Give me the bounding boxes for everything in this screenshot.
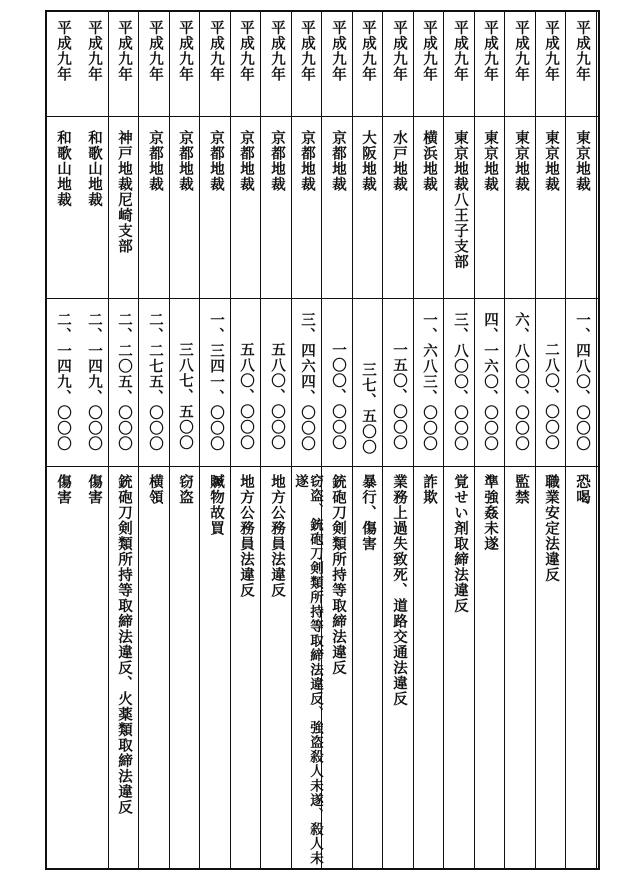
- amount-cell: 一、四八〇、〇〇〇: [574, 312, 591, 452]
- court-cell: 東京地裁: [574, 130, 591, 192]
- record-column: [292, 12, 322, 868]
- court-cell: 京都地裁: [330, 130, 347, 192]
- crime-cell: 地方公務員法違反: [238, 474, 255, 598]
- year-cell: 平成九年: [391, 20, 408, 82]
- crime-cell: 窃盗、銃砲刀剣類所持等取締法違反、強盗殺人未遂、殺人未遂: [292, 474, 323, 866]
- amount-cell: 二、一四九、〇〇〇: [55, 312, 72, 452]
- record-column: [262, 12, 292, 868]
- amount-cell: 二、二七五、〇〇〇: [147, 312, 164, 452]
- amount-cell: 一、三四一、〇〇〇: [208, 312, 225, 452]
- records-table: [45, 10, 600, 870]
- crime-cell: 銃砲刀剣類所持等取締法違反: [330, 474, 347, 676]
- crime-cell: 横領: [147, 474, 164, 505]
- court-cell: 京都地裁: [269, 130, 286, 192]
- amount-cell: 一五〇、〇〇〇: [391, 342, 408, 451]
- record-column: [231, 12, 261, 868]
- crime-cell: 準強姦未遂: [482, 474, 499, 552]
- amount-cell: 六、八〇〇、〇〇〇: [513, 312, 530, 452]
- year-cell: 平成九年: [55, 20, 72, 82]
- record-column: [79, 12, 109, 868]
- amount-cell: 二、二〇五、〇〇〇: [116, 312, 133, 452]
- amount-cell: 五八〇、〇〇〇: [238, 342, 255, 451]
- year-cell: 平成九年: [543, 20, 560, 82]
- record-column: [445, 12, 475, 868]
- record-column: [109, 12, 139, 868]
- amount-cell: 三、四六四、〇〇〇: [299, 312, 316, 452]
- year-cell: 平成九年: [452, 20, 469, 82]
- crime-cell: 詐欺: [421, 474, 438, 505]
- record-column: [201, 12, 231, 868]
- record-column: [536, 12, 566, 868]
- amount-cell: 三、八〇〇、〇〇〇: [452, 312, 469, 452]
- record-column: [353, 12, 383, 868]
- court-cell: 水戸地裁: [391, 130, 408, 192]
- year-cell: 平成九年: [360, 20, 377, 82]
- court-cell: 東京地裁: [482, 130, 499, 192]
- year-cell: 平成九年: [330, 20, 347, 82]
- crime-cell: 職業安定法違反: [543, 474, 560, 583]
- amount-cell: 四、一六〇、〇〇〇: [482, 312, 499, 452]
- record-column: [567, 12, 597, 868]
- amount-cell: 一〇〇、〇〇〇: [330, 342, 347, 451]
- year-cell: 平成九年: [208, 20, 225, 82]
- record-column: [384, 12, 414, 868]
- year-cell: 平成九年: [86, 20, 103, 82]
- year-cell: 平成九年: [147, 20, 164, 82]
- crime-cell: 贓物故買: [208, 474, 225, 536]
- record-column: [475, 12, 505, 868]
- court-cell: 京都地裁: [147, 130, 164, 192]
- court-cell: 京都地裁: [238, 130, 255, 192]
- court-cell: 東京地裁: [543, 130, 560, 192]
- record-column: [323, 12, 353, 868]
- amount-cell: 五八〇、〇〇〇: [269, 342, 286, 451]
- amount-cell: 二八〇、〇〇〇: [543, 342, 560, 451]
- year-cell: 平成九年: [177, 20, 194, 82]
- year-cell: 平成九年: [116, 20, 133, 82]
- court-cell: 京都地裁: [208, 130, 225, 192]
- amount-cell: 三八七、五〇〇: [177, 342, 194, 451]
- record-column: [48, 12, 78, 868]
- amount-cell: 一、六八三、〇〇〇: [421, 312, 438, 452]
- crime-cell: 銃砲刀剣類所持等取締法違反、火薬類取締法違反: [116, 474, 133, 815]
- year-cell: 平成九年: [299, 20, 316, 82]
- court-cell: 京都地裁: [177, 130, 194, 192]
- year-cell: 平成九年: [574, 20, 591, 82]
- court-cell: 京都地裁: [299, 130, 316, 192]
- record-column: [170, 12, 200, 868]
- court-cell: 和歌山地裁: [86, 130, 103, 208]
- crime-cell: 監禁: [513, 474, 530, 505]
- crime-cell: 暴行、傷害: [360, 474, 377, 552]
- crime-cell: 窃盗: [177, 474, 194, 505]
- year-cell: 平成九年: [482, 20, 499, 82]
- crime-cell: 業務上過失致死、道路交通法違反: [391, 474, 408, 707]
- crime-cell: 傷害: [86, 474, 103, 505]
- year-cell: 平成九年: [513, 20, 530, 82]
- crime-cell: 恐喝: [574, 474, 591, 505]
- year-cell: 平成九年: [421, 20, 438, 82]
- court-cell: 大阪地裁: [360, 130, 377, 192]
- court-cell: 東京地裁: [513, 130, 530, 192]
- crime-cell: 覚せい剤取締法違反: [452, 474, 469, 614]
- record-column: [506, 12, 536, 868]
- crime-cell: 傷害: [55, 474, 72, 505]
- court-cell: 東京地裁八王子支部: [452, 130, 469, 270]
- year-cell: 平成九年: [269, 20, 286, 82]
- court-cell: 和歌山地裁: [55, 130, 72, 208]
- year-cell: 平成九年: [238, 20, 255, 82]
- court-cell: 神戸地裁尼崎支部: [116, 130, 133, 254]
- crime-cell: 地方公務員法違反: [269, 474, 286, 598]
- court-cell: 横浜地裁: [421, 130, 438, 192]
- amount-cell: 二、一四九、〇〇〇: [86, 312, 103, 452]
- record-column: [414, 12, 444, 868]
- amount-cell: 三七、五〇〇: [360, 362, 377, 455]
- record-column: [140, 12, 170, 868]
